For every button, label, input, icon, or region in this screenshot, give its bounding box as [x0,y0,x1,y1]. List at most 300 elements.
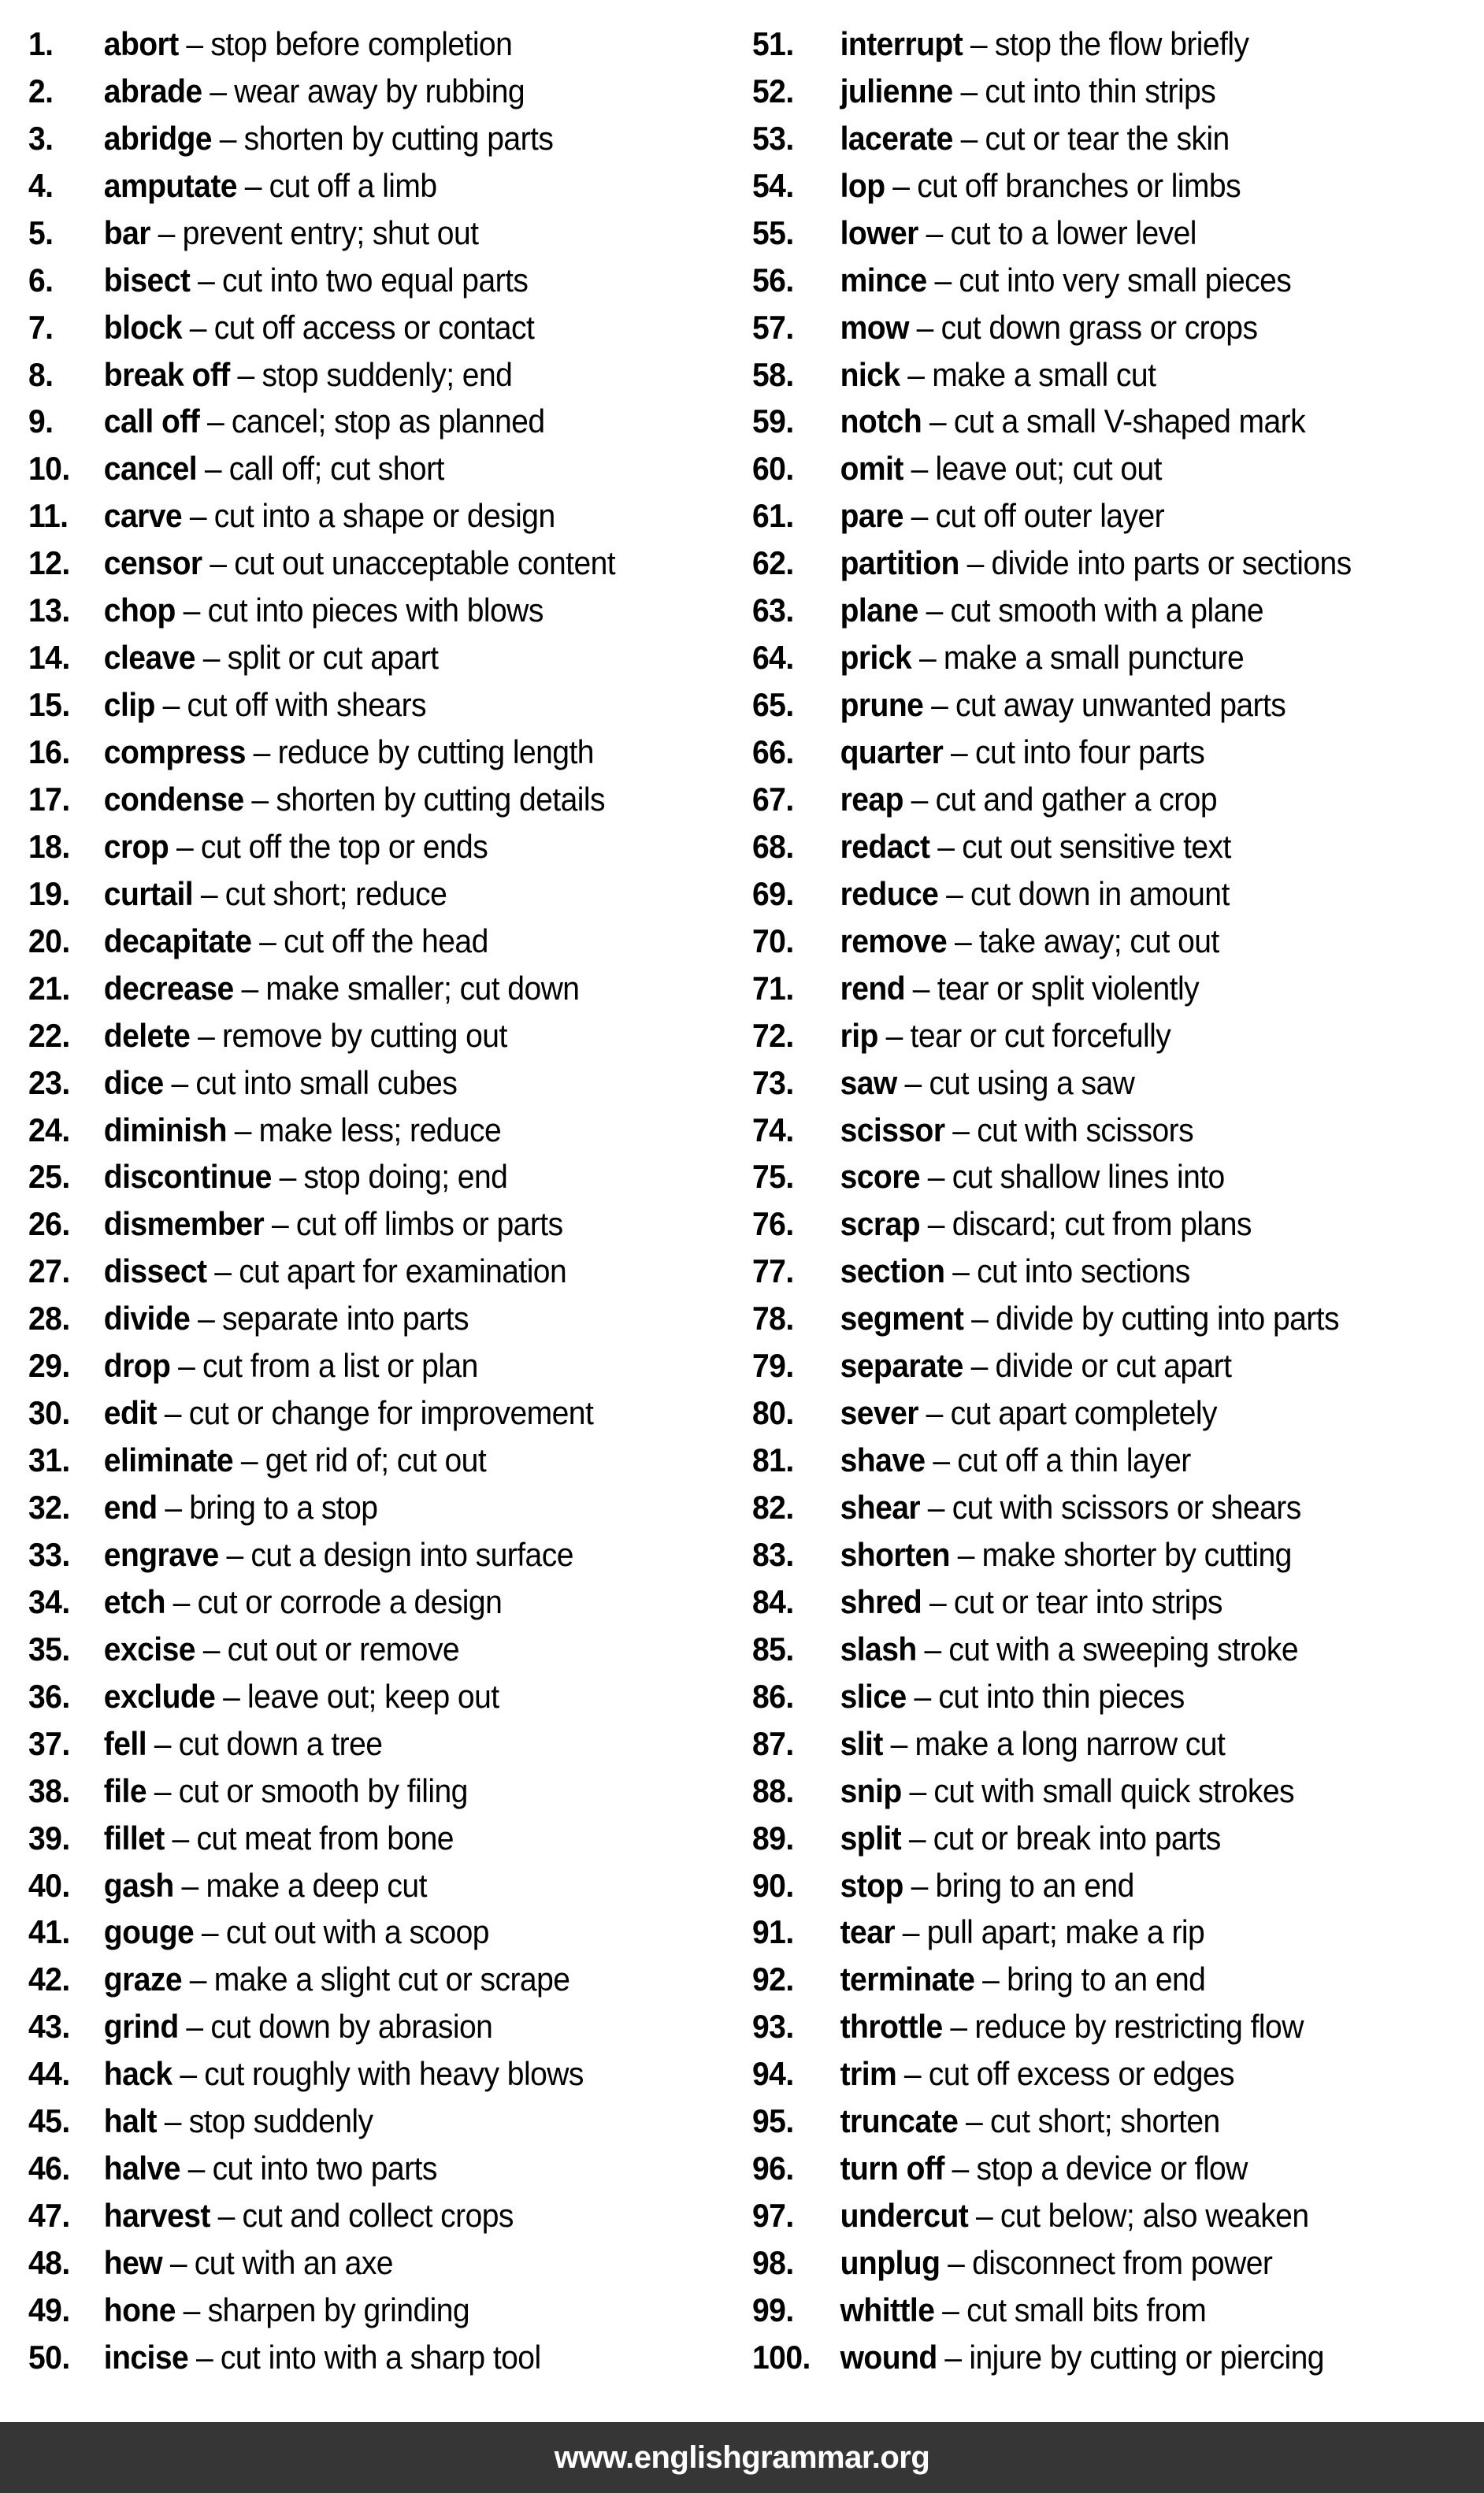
item-definition: cut off the head [284,922,488,959]
item-definition: cut down by abrasion [210,2008,493,2046]
item-word: exclude [103,1677,216,1715]
item-number: 21. [28,969,70,1007]
item-definition: bring to a stop [189,1489,378,1527]
item-separator: – [927,1158,944,1196]
item-definition: remove by cutting out [222,1016,507,1054]
list-item [752,2098,1352,2145]
item-word: sever [840,1394,918,1432]
list-item [752,776,1352,823]
item-word: wound [840,2338,937,2376]
item-separator: – [271,1205,289,1243]
item-definition: cut off the top or ends [200,827,488,865]
list-item [28,2098,615,2145]
list-item [28,2239,615,2287]
item-definition: reduce by cutting length [277,733,594,771]
item-number: 92. [752,1961,794,1998]
list-item [752,1437,1352,1484]
item-word: prick [840,639,912,677]
item-number: 69. [752,874,794,912]
item-number: 8. [28,355,54,393]
item-separator: – [180,2055,197,2093]
item-number: 2. [28,72,54,109]
item-word: excise [103,1630,195,1668]
item-definition: cut short; shorten [989,2102,1220,2140]
list-item [28,1626,615,1673]
list-item [28,2050,615,2098]
item-definition: stop a device or flow [976,2150,1248,2187]
list-item [28,1012,615,1059]
item-word: slit [840,1724,883,1762]
list-item [752,68,1352,115]
item-word: bar [103,213,150,251]
item-definition: wear away by rubbing [234,72,525,109]
item-word: discontinue [103,1158,272,1196]
item-definition: pull apart; make a rip [926,1913,1205,1951]
item-number: 42. [28,1961,70,1998]
item-word: turn off [840,2150,944,2187]
item-definition: cut out or remove [227,1630,460,1668]
item-definition: cut into four parts [974,733,1205,771]
item-separator: – [914,1677,931,1715]
item-word: section [840,1252,945,1290]
item-word: block [103,308,183,346]
item-word: mow [840,308,909,346]
item-number: 50. [28,2338,70,2376]
item-number: 77. [752,1252,794,1290]
list-item [752,2239,1352,2287]
item-number: 58. [752,355,794,393]
item-word: lower [840,213,918,251]
item-word: terminate [840,1961,975,1998]
item-separator: – [960,72,978,109]
item-number: 75. [752,1158,794,1196]
item-separator: – [911,1866,928,1904]
item-definition: cut off a thin layer [957,1441,1191,1479]
item-number: 4. [28,166,54,204]
list-item [752,351,1352,399]
item-definition: cut a small V-shaped mark [953,403,1306,440]
list-item [28,1909,615,1957]
item-number: 66. [752,733,794,771]
list-item [28,587,615,634]
list-item [752,1484,1352,1531]
item-number: 1. [28,24,54,62]
item-definition: cut a design into surface [250,1535,573,1573]
list-item [28,1815,615,1862]
item-number: 18. [28,827,70,865]
item-definition: cut into sections [977,1252,1190,1290]
item-word: abort [103,24,179,62]
item-word: etch [103,1582,165,1620]
list-item [28,918,615,965]
list-item [752,2050,1352,2098]
item-separator: – [189,1961,206,1998]
item-word: redact [840,827,930,865]
item-separator: – [970,24,988,62]
item-word: edit [103,1394,158,1432]
item-separator: – [259,922,276,959]
item-number: 84. [752,1582,794,1620]
item-definition: cut and collect crops [242,2197,514,2235]
list-item [752,445,1352,492]
list-item [28,776,615,823]
item-word: engrave [103,1535,219,1573]
list-item [28,2287,615,2334]
list-item [752,1389,1352,1437]
item-word: remove [840,922,948,959]
item-number: 12. [28,544,70,582]
item-word: decapitate [103,922,252,959]
item-separator: – [911,450,928,488]
item-word: slash [840,1630,917,1668]
list-item [28,870,615,918]
item-number: 19. [28,874,70,912]
list-item [28,823,615,870]
item-word: cleave [103,639,195,677]
item-word: stop [840,1866,903,1904]
list-item [28,1248,615,1295]
list-item [28,304,615,351]
item-word: separate [840,1347,963,1385]
item-definition: cut off access or contact [213,308,535,346]
item-separator: – [903,2055,922,2093]
item-word: cancel [103,450,198,488]
list-item [28,257,615,304]
item-separator: – [165,1489,182,1527]
item-word: saw [840,1063,897,1101]
item-separator: – [909,1771,926,1809]
item-separator: – [966,544,984,582]
item-number: 32. [28,1489,70,1527]
list-item [752,1673,1352,1720]
item-definition: disconnect from power [972,2244,1273,2282]
item-definition: sharpen by grinding [207,2291,470,2328]
item-word: compress [103,733,246,771]
item-number: 25. [28,1158,70,1196]
list-item [28,1768,615,1815]
item-number: 95. [752,2102,794,2140]
list-item [28,1673,615,1720]
item-separator: – [911,780,928,818]
item-number: 13. [28,592,70,629]
item-number: 35. [28,1630,70,1668]
item-number: 82. [752,1489,794,1527]
item-separator: – [926,1394,943,1432]
item-separator: – [952,2150,969,2187]
item-separator: – [158,213,175,251]
item-separator: – [916,308,933,346]
item-word: nick [840,355,900,393]
item-word: lop [840,166,885,204]
item-word: delete [103,1016,191,1054]
list-item [752,1579,1352,1626]
item-definition: cut into very small pieces [959,261,1292,299]
item-definition: cut down a tree [178,1724,383,1762]
item-word: shear [840,1489,921,1527]
word-list-left-column [28,20,659,2381]
item-number: 63. [752,592,794,629]
list-item [752,304,1352,351]
item-separator: – [202,639,220,677]
item-word: julienne [840,72,953,109]
item-word: drop [103,1347,171,1385]
list-item [28,445,615,492]
list-item [752,1720,1352,1768]
item-separator: – [226,1535,243,1573]
item-word: shave [840,1441,926,1479]
list-item [752,210,1352,257]
item-number: 85. [752,1630,794,1668]
item-separator: – [975,2197,993,2235]
item-word: hone [103,2291,176,2328]
item-number: 94. [752,2055,794,2093]
item-number: 46. [28,2150,70,2187]
item-separator: – [186,2008,203,2046]
list-item [752,1862,1352,1909]
item-word: call off [103,403,200,440]
list-item [28,351,615,399]
item-number: 96. [752,2150,794,2187]
list-item [752,918,1352,965]
item-word: prune [840,686,924,724]
item-separator: – [183,2291,200,2328]
item-definition: cut off branches or limbs [917,166,1241,204]
item-definition: cut into a shape or design [213,497,555,535]
item-separator: – [970,1347,988,1385]
item-number: 20. [28,922,70,959]
item-definition: divide by cutting into parts [996,1300,1340,1337]
item-word: abridge [103,119,212,157]
item-number: 28. [28,1300,70,1337]
item-number: 93. [752,2008,794,2046]
list-item [752,257,1352,304]
item-word: gouge [103,1913,195,1951]
item-definition: tear or cut forcefully [910,1016,1171,1054]
item-definition: cut down grass or crops [940,308,1258,346]
item-separator: – [954,922,972,959]
item-definition: cut to a lower level [950,213,1196,251]
item-word: split [840,1819,902,1857]
item-definition: cut into two parts [212,2150,437,2187]
item-definition: divide into parts or sections [991,544,1352,582]
item-definition: prevent entry; shut out [182,213,479,251]
item-definition: cut roughly with heavy blows [204,2055,584,2093]
item-definition: cut with a sweeping stroke [948,1630,1298,1668]
item-word: fillet [103,1819,165,1857]
item-word: grind [103,2008,179,2046]
item-separator: – [181,1866,198,1904]
item-word: shred [840,1582,922,1620]
item-number: 64. [752,639,794,677]
item-word: plane [840,592,918,629]
item-number: 97. [752,2197,794,2235]
item-separator: – [912,969,929,1007]
item-separator: – [186,24,203,62]
item-word: dissect [103,1252,207,1290]
item-separator: – [933,1441,950,1479]
item-definition: cut or smooth by filing [178,1771,468,1809]
item-definition: cut and gather a crop [935,780,1218,818]
item-number: 73. [752,1063,794,1101]
item-word: end [103,1489,158,1527]
item-number: 70. [752,922,794,959]
item-separator: – [951,733,968,771]
list-item [28,2003,615,2050]
item-word: quarter [840,733,944,771]
item-separator: – [966,2102,983,2140]
item-separator: – [198,261,215,299]
item-separator: – [946,874,963,912]
list-item [28,729,615,776]
item-definition: cut into pieces with blows [207,592,544,629]
item-definition: bring to an end [935,1866,1134,1904]
list-item [28,634,615,681]
item-definition: cut apart for examination [239,1252,567,1290]
item-separator: – [885,1016,903,1054]
item-separator: – [154,1771,171,1809]
item-word: scrap [840,1205,921,1243]
item-definition: cut into small cubes [195,1063,458,1101]
item-number: 90. [752,1866,794,1904]
item-definition: cut with an axe [194,2244,393,2282]
item-word: trim [840,2055,897,2093]
item-word: halve [103,2150,180,2187]
item-definition: cut or corrode a design [197,1582,503,1620]
item-separator: – [176,827,194,865]
item-definition: shorten by cutting details [276,780,605,818]
item-separator: – [237,355,254,393]
item-word: graze [103,1961,183,1998]
item-definition: cut down in amount [970,874,1230,912]
list-item [28,1484,615,1531]
item-word: truncate [840,2102,959,2140]
item-definition: cut apart completely [950,1394,1217,1432]
list-item [28,20,615,68]
item-definition: cut with small quick strokes [933,1771,1294,1809]
item-definition: cut off limbs or parts [295,1205,563,1243]
item-separator: – [929,1582,947,1620]
list-item [28,68,615,115]
item-separator: – [162,686,180,724]
item-word: eliminate [103,1441,234,1479]
item-number: 34. [28,1582,70,1620]
item-number: 43. [28,2008,70,2046]
item-definition: shorten by cutting parts [243,119,554,157]
item-word: halt [103,2102,158,2140]
item-separator: – [244,166,262,204]
item-separator: – [223,1677,240,1715]
item-word: hack [103,2055,173,2093]
item-definition: make smaller; cut down [265,969,580,1007]
item-number: 33. [28,1535,70,1573]
item-word: whittle [840,2291,935,2328]
item-number: 26. [28,1205,70,1243]
item-definition: reduce by restricting flow [974,2008,1304,2046]
item-word: notch [840,403,922,440]
item-definition: cut off excess or edges [928,2055,1234,2093]
item-number: 100. [752,2338,811,2376]
item-word: condense [103,780,244,818]
list-item [752,1059,1352,1107]
item-definition: stop before completion [210,24,513,62]
item-separator: – [926,592,943,629]
item-definition: cut out with a scoop [225,1913,489,1951]
item-definition: cut into thin strips [985,72,1216,109]
item-number: 54. [752,166,794,204]
item-word: incise [103,2338,189,2376]
item-separator: – [911,497,928,535]
item-definition: split or cut apart [227,639,439,677]
list-item [28,399,615,446]
item-number: 78. [752,1300,794,1337]
item-word: dice [103,1063,164,1101]
item-separator: – [154,1724,171,1762]
item-number: 27. [28,1252,70,1290]
list-item [28,1154,615,1201]
item-separator: – [982,1961,1000,1998]
item-definition: take away; cut out [978,922,1219,959]
item-separator: – [929,403,947,440]
item-word: hew [103,2244,163,2282]
item-number: 45. [28,2102,70,2140]
item-number: 17. [28,780,70,818]
item-definition: call off; cut short [228,450,444,488]
list-item [752,1200,1352,1248]
item-definition: make a small cut [932,355,1156,393]
item-word: lacerate [840,119,953,157]
item-separator: – [173,1582,190,1620]
item-word: throttle [840,2008,943,2046]
item-definition: cut using a saw [929,1063,1135,1101]
item-number: 37. [28,1724,70,1762]
list-item [752,1768,1352,1815]
list-item [28,492,615,540]
list-item [752,20,1352,68]
list-item [752,1909,1352,1957]
item-number: 3. [28,119,54,157]
list-item [752,1248,1352,1295]
item-definition: cut into with a sharp tool [220,2338,541,2376]
item-word: shorten [840,1535,950,1573]
item-number: 89. [752,1819,794,1857]
item-number: 98. [752,2244,794,2282]
item-separator: – [178,1347,195,1385]
item-word: abrade [103,72,202,109]
list-item [752,823,1352,870]
item-definition: cut or break into parts [933,1819,1221,1857]
item-separator: – [217,2197,235,2235]
item-separator: – [189,308,206,346]
item-number: 5. [28,213,54,251]
item-separator: – [934,261,952,299]
item-separator: – [164,1394,181,1432]
list-item [752,965,1352,1012]
item-number: 74. [752,1111,794,1148]
item-separator: – [960,119,978,157]
item-separator: – [931,686,948,724]
item-number: 81. [752,1441,794,1479]
item-separator: – [171,1063,188,1101]
item-definition: make a small puncture [943,639,1245,677]
item-definition: cut into thin pieces [938,1677,1185,1715]
item-separator: – [251,780,269,818]
item-number: 71. [752,969,794,1007]
item-separator: – [952,1252,970,1290]
item-word: pare [840,497,903,535]
item-definition: injure by cutting or piercing [969,2338,1324,2376]
item-separator: – [908,1819,926,1857]
list-item [752,399,1352,446]
